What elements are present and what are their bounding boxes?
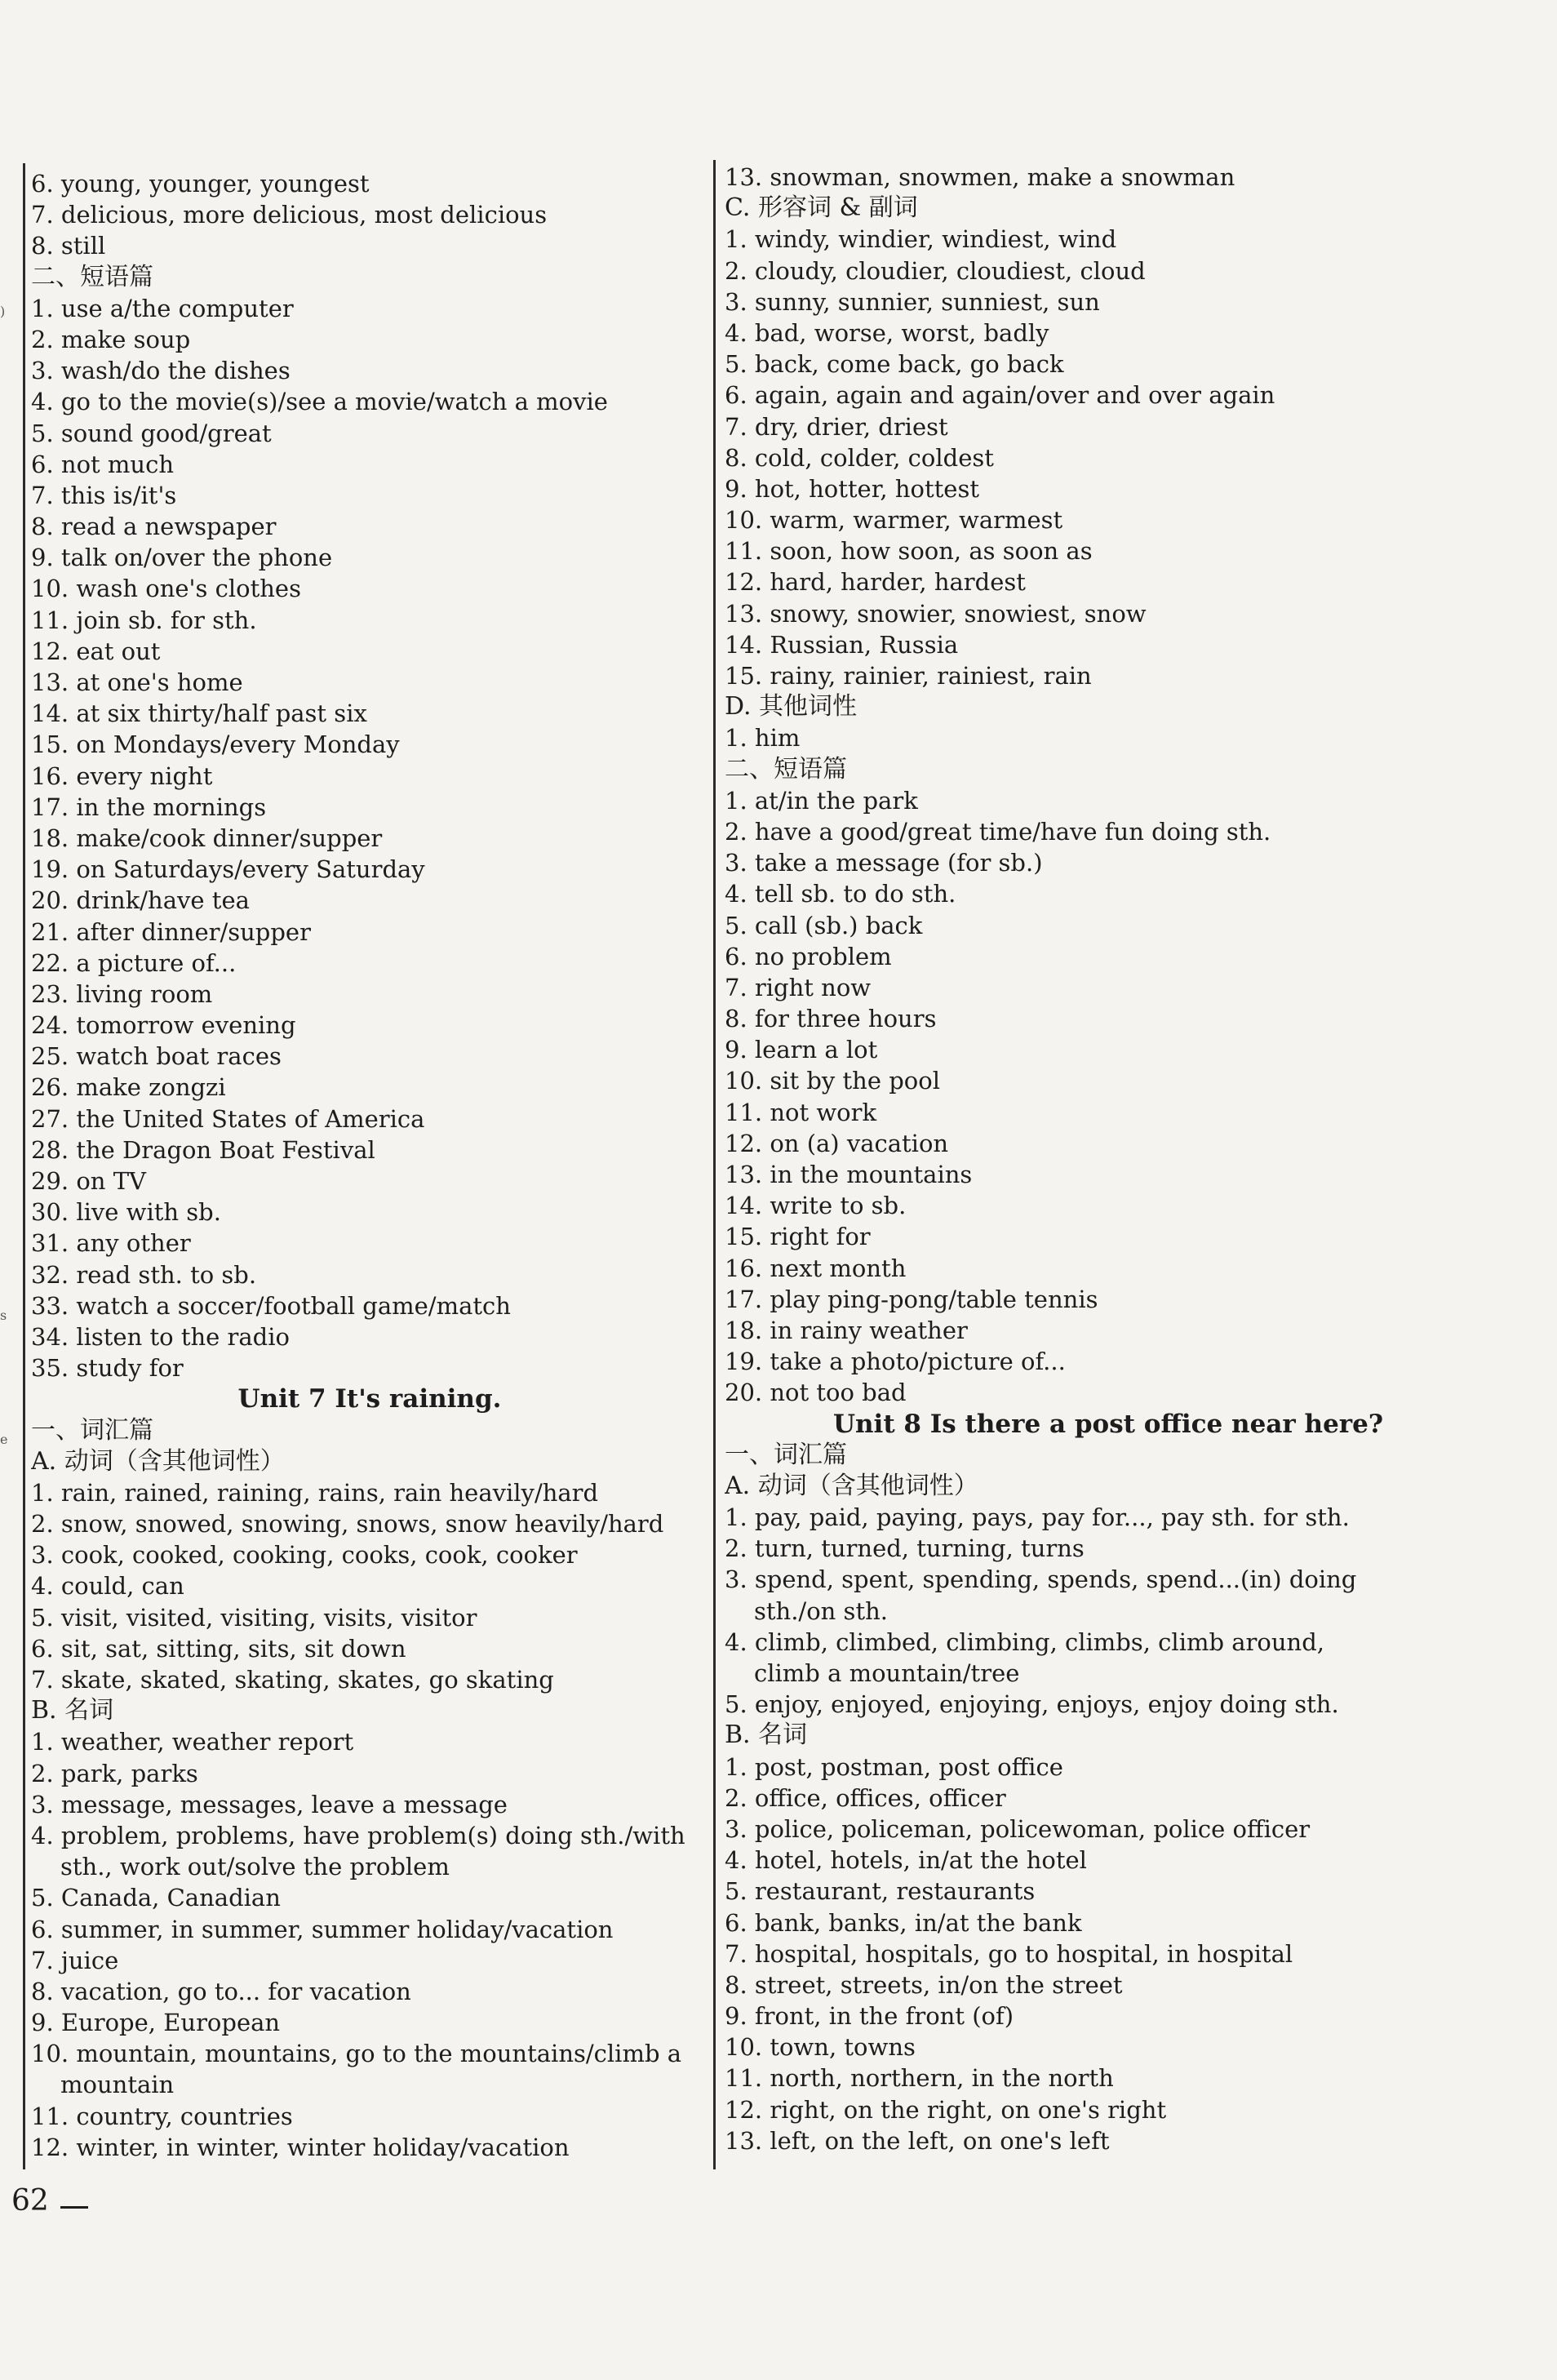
list-item: 1. weather, weather report bbox=[31, 1728, 354, 1756]
list-item: 2. office, offices, officer bbox=[725, 1783, 1006, 1812]
list-item: 23. living room bbox=[31, 979, 213, 1008]
list-item: 14. at six thirty/half past six bbox=[31, 699, 367, 728]
list-item: 5. visit, visited, visiting, visits, visitor bbox=[31, 1603, 477, 1632]
list-item: 4. tell sb. to do sth. bbox=[725, 880, 956, 908]
list-item: 7. delicious, more delicious, most delicious bbox=[31, 201, 548, 229]
list-item: 2. have a good/great time/have fun doing sth. bbox=[725, 817, 1271, 846]
list-item: 12. right, on the right, on one's right bbox=[725, 2095, 1167, 2124]
list-item: 28. the Dragon Boat Festival bbox=[31, 1135, 375, 1164]
list-item: 4. go to the movie(s)/see a movie/watch a movie bbox=[31, 388, 608, 416]
list-item: 5. Canada, Canadian bbox=[31, 1884, 281, 1912]
list-item: 8. for three hours bbox=[725, 1005, 937, 1033]
list-item: 6. summer, in summer, summer holiday/vacation bbox=[31, 1915, 614, 1943]
list-item-continuation: climb a mountain/tree bbox=[754, 1659, 1020, 1687]
list-item: 34. listen to the radio bbox=[31, 1322, 290, 1351]
list-item: 11. join sb. for sth. bbox=[31, 606, 257, 634]
section-heading: A. 动词（含其他词性） bbox=[31, 1446, 285, 1476]
center-column-rule bbox=[713, 160, 716, 2169]
list-item: 12. hard, harder, hardest bbox=[725, 568, 1026, 597]
list-item: 2. park, parks bbox=[31, 1759, 198, 1787]
list-item: 18. in rainy weather bbox=[725, 1316, 968, 1344]
right-column bbox=[725, 162, 1492, 2156]
list-item: 6. again, again and again/over and over again bbox=[725, 381, 1275, 410]
list-item: 1. use a/the computer bbox=[31, 294, 294, 322]
list-item: 1. windy, windier, windiest, wind bbox=[725, 225, 1117, 254]
list-item: 2. snow, snowed, snowing, snows, snow heavily/hard bbox=[31, 1510, 664, 1539]
list-item: 9. talk on/over the phone bbox=[31, 544, 333, 572]
list-item: 8. vacation, go to... for vacation bbox=[31, 1977, 411, 2005]
list-item: 10. wash one's clothes bbox=[31, 575, 301, 603]
list-item: 13. snowy, snowier, snowiest, snow bbox=[725, 599, 1147, 628]
list-item: 7. juice bbox=[31, 1946, 119, 1974]
margin-mark: s bbox=[0, 1308, 7, 1323]
list-item: 35. study for bbox=[31, 1354, 184, 1383]
list-item: 21. after dinner/supper bbox=[31, 917, 311, 946]
list-item: 15. rainy, rainier, rainiest, rain bbox=[725, 662, 1092, 690]
list-item: 10. mountain, mountains, go to the mountains/climb a bbox=[31, 2040, 682, 2068]
list-item: 5. restaurant, restaurants bbox=[725, 1877, 1036, 1906]
list-item: 4. bad, worse, worst, badly bbox=[725, 318, 1049, 347]
list-item: 10. warm, warmer, warmest bbox=[725, 506, 1063, 535]
list-item: 1. pay, paid, paying, pays, pay for..., pay sth. for sth. bbox=[725, 1503, 1350, 1532]
section-heading: 一、词汇篇 bbox=[31, 1415, 153, 1445]
list-item: 1. at/in the park bbox=[725, 786, 918, 815]
page-number-dash bbox=[60, 2206, 88, 2209]
section-heading: C. 形容词 & 副词 bbox=[725, 193, 918, 223]
list-item: 19. on Saturdays/every Saturday bbox=[31, 855, 425, 884]
list-item: 13. at one's home bbox=[31, 668, 243, 696]
list-item: 7. skate, skated, skating, skates, go skating bbox=[31, 1666, 554, 1694]
list-item: 8. cold, colder, coldest bbox=[725, 443, 994, 472]
list-item: 25. watch boat races bbox=[31, 1042, 282, 1071]
page-number: 62 bbox=[11, 2184, 49, 2218]
list-item: 3. cook, cooked, cooking, cooks, cook, cooker bbox=[31, 1541, 578, 1570]
list-item: 13. snowman, snowmen, make a snowman bbox=[725, 163, 1235, 191]
list-item: 32. read sth. to sb. bbox=[31, 1260, 257, 1289]
list-item: 3. spend, spent, spending, spends, spend...(in) doing bbox=[725, 1565, 1357, 1594]
list-item: 3. take a message (for sb.) bbox=[725, 849, 1043, 877]
list-item: 15. right for bbox=[725, 1223, 871, 1251]
list-item: 20. drink/have tea bbox=[31, 886, 250, 915]
list-item: 12. winter, in winter, winter holiday/vacation bbox=[31, 2133, 570, 2161]
list-item: 8. street, streets, in/on the street bbox=[725, 1970, 1123, 1999]
section-heading: 二、短语篇 bbox=[31, 262, 153, 291]
list-item: 6. bank, banks, in/at the bank bbox=[725, 1908, 1082, 1937]
list-item: 6. young, younger, youngest bbox=[31, 170, 370, 198]
list-item-continuation: sth./on sth. bbox=[754, 1596, 888, 1625]
list-item: 9. front, in the front (of) bbox=[725, 2002, 1014, 2031]
list-item: 3. message, messages, leave a message bbox=[31, 1790, 508, 1818]
list-item: 16. every night bbox=[31, 762, 213, 790]
list-item: 18. make/cook dinner/supper bbox=[31, 824, 383, 852]
list-item: 24. tomorrow evening bbox=[31, 1011, 296, 1040]
section-heading: A. 动词（含其他词性） bbox=[725, 1471, 978, 1500]
list-item: 26. make zongzi bbox=[31, 1073, 226, 1102]
list-item: 14. Russian, Russia bbox=[725, 630, 959, 659]
list-item-continuation: mountain bbox=[60, 2071, 175, 2099]
list-item: 7. right now bbox=[725, 973, 872, 1001]
list-item: 5. back, come back, go back bbox=[725, 350, 1064, 379]
section-heading: B. 名词 bbox=[725, 1721, 808, 1750]
list-item: 22. a picture of... bbox=[31, 948, 237, 977]
list-item: 5. call (sb.) back bbox=[725, 911, 923, 939]
list-item: 4. could, can bbox=[31, 1572, 184, 1601]
list-item: 1. rain, rained, raining, rains, rain heavily/hard bbox=[31, 1478, 599, 1507]
margin-mark: ) bbox=[0, 304, 6, 319]
list-item: 29. on TV bbox=[31, 1167, 146, 1195]
list-item: 17. play ping-pong/table tennis bbox=[725, 1285, 1098, 1313]
list-item: 11. soon, how soon, as soon as bbox=[725, 537, 1093, 566]
list-item: 12. eat out bbox=[31, 637, 161, 665]
list-item: 12. on (a) vacation bbox=[725, 1129, 949, 1157]
list-item: 8. read a newspaper bbox=[31, 513, 277, 541]
unit-heading: Unit 7 It's raining. bbox=[237, 1384, 502, 1414]
section-heading: 一、词汇篇 bbox=[725, 1440, 847, 1469]
list-item: 9. hot, hotter, hottest bbox=[725, 474, 979, 503]
list-item: 7. hospital, hospitals, go to hospital, in hospital bbox=[725, 1939, 1293, 1968]
list-item: 11. country, countries bbox=[31, 2102, 293, 2130]
list-item: 7. dry, drier, driest bbox=[725, 412, 948, 441]
list-item: 30. live with sb. bbox=[31, 1198, 221, 1227]
list-item: 3. sunny, sunnier, sunniest, sun bbox=[725, 287, 1100, 316]
list-item: 10. town, towns bbox=[725, 2033, 916, 2062]
section-heading: 二、短语篇 bbox=[725, 754, 847, 784]
list-item: 4. climb, climbed, climbing, climbs, climb around, bbox=[725, 1627, 1324, 1656]
list-item: 5. sound good/great bbox=[31, 419, 272, 447]
list-item: 13. in the mountains bbox=[725, 1161, 973, 1188]
list-item: 10. sit by the pool bbox=[725, 1067, 941, 1095]
margin-mark: e bbox=[0, 1432, 8, 1447]
left-column bbox=[31, 168, 708, 2163]
list-item: 11. not work bbox=[725, 1098, 877, 1126]
list-item: 33. watch a soccer/football game/match bbox=[31, 1291, 511, 1320]
list-item: 4. problem, problems, have problem(s) doing sth./with bbox=[31, 1821, 685, 1849]
list-item: 2. cloudy, cloudier, cloudiest, cloud bbox=[725, 256, 1146, 285]
list-item: 4. hotel, hotels, in/at the hotel bbox=[725, 1846, 1087, 1875]
list-item: 15. on Mondays/every Monday bbox=[31, 730, 400, 759]
list-item: 14. write to sb. bbox=[725, 1192, 907, 1220]
list-item: 2. turn, turned, turning, turns bbox=[725, 1534, 1085, 1563]
list-item: 31. any other bbox=[31, 1229, 191, 1258]
list-item: 3. wash/do the dishes bbox=[31, 357, 291, 385]
list-item: 19. take a photo/picture of... bbox=[725, 1348, 1066, 1376]
list-item: 27. the United States of America bbox=[31, 1104, 425, 1133]
list-item-continuation: sth., work out/solve the problem bbox=[60, 1853, 450, 1881]
list-item: 16. next month bbox=[725, 1254, 907, 1282]
list-item: 17. in the mornings bbox=[31, 793, 267, 821]
list-item: 8. still bbox=[31, 232, 106, 260]
list-item: 1. him bbox=[725, 724, 801, 753]
left-column-rule bbox=[23, 163, 25, 2169]
unit-heading: Unit 8 Is there a post office near here? bbox=[832, 1409, 1384, 1439]
list-item: 6. no problem bbox=[725, 942, 892, 970]
section-heading: B. 名词 bbox=[31, 1696, 114, 1725]
list-item: 1. post, postman, post office bbox=[725, 1752, 1063, 1781]
list-item: 9. Europe, European bbox=[31, 2009, 281, 2037]
list-item: 13. left, on the left, on one's left bbox=[725, 2126, 1110, 2155]
list-item: 6. not much bbox=[31, 450, 174, 478]
list-item: 7. this is/it's bbox=[31, 481, 177, 509]
list-item: 5. enjoy, enjoyed, enjoying, enjoys, enjoy doing sth. bbox=[725, 1690, 1339, 1719]
section-heading: D. 其他词性 bbox=[725, 692, 858, 722]
list-item: 9. learn a lot bbox=[725, 1036, 878, 1064]
list-item: 11. north, northern, in the north bbox=[725, 2064, 1114, 2093]
list-item: 2. make soup bbox=[31, 325, 191, 353]
list-item: 6. sit, sat, sitting, sits, sit down bbox=[31, 1634, 406, 1663]
list-item: 20. not too bad bbox=[725, 1379, 907, 1407]
list-item: 3. police, policeman, policewoman, police officer bbox=[725, 1814, 1311, 1843]
